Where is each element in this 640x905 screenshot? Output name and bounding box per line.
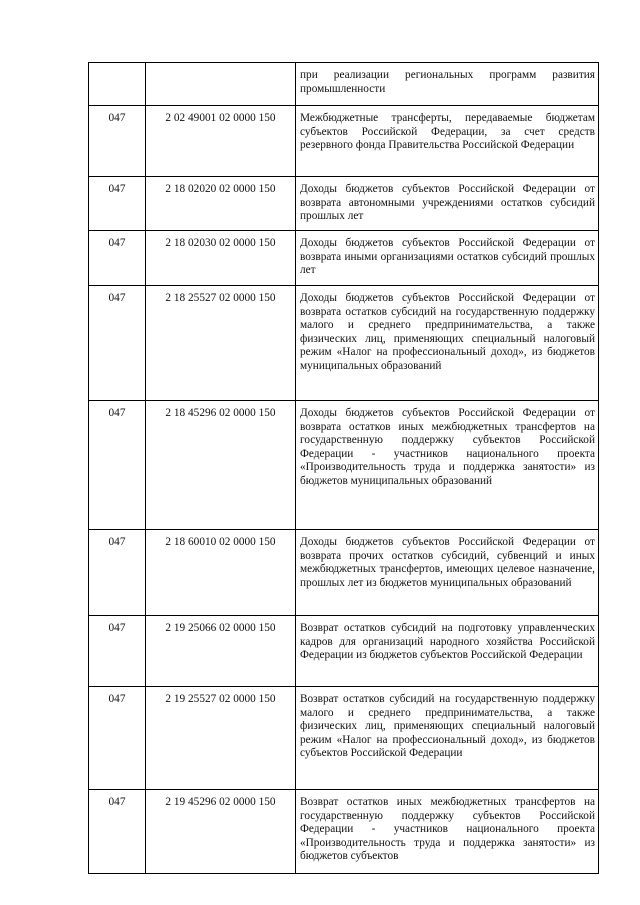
table-row [89,530,599,616]
description-cell: Возврат остатков субсидий на государственную поддержку малого и среднего предпринимательства, а также физических лиц, применяющих специальный налоговый режим «Налог на профессиональный доход», из бюджетов субъектов Российской Федерации [296,687,599,790]
table-body [89,63,599,874]
table-row [89,106,599,177]
table-row [89,286,599,401]
admin-code-cell: 047 [89,286,146,401]
admin-code-cell: 047 [89,106,146,177]
table-row [89,231,599,286]
admin-code-cell: 047 [89,401,146,530]
admin-code-cell: 047 [89,177,146,231]
description-cell: Межбюджетные трансферты, передаваемые бюджетам субъектов Российской Федерации, за счет средств резервного фонда Правительства Российской Федерации [296,106,599,177]
description-cell: Возврат остатков субсидий на подготовку управленческих кадров для организаций народного хозяйства Российской Федерации из бюджетов субъектов Российской Федерации [296,616,599,687]
budget-code-cell: 2 18 45296 02 0000 150 [146,401,296,530]
admin-code-cell [89,63,146,106]
budget-code-cell: 2 19 45296 02 0000 150 [146,790,296,874]
description-cell: Доходы бюджетов субъектов Российской Федерации от возврата остатков субсидий на государственную поддержку малого и среднего предпринимательства, а также физических лиц, применяющих специальный налоговый режим «Налог на профессиональный доход», из бюджетов муниципальных образований [296,286,599,401]
admin-code-cell: 047 [89,530,146,616]
admin-code-cell: 047 [89,231,146,286]
admin-code-cell: 047 [89,790,146,874]
description-cell: Возврат остатков иных межбюджетных трансфертов на государственную поддержку субъектов Российской Федерации - участников национального проекта «Производительность труда и поддержка занятости» из бюджетов субъектов [296,790,599,874]
budget-code-cell [146,63,296,106]
budget-code-table [88,62,599,874]
table-row [89,687,599,790]
budget-code-cell: 2 02 49001 02 0000 150 [146,106,296,177]
budget-code-cell: 2 18 25527 02 0000 150 [146,286,296,401]
budget-code-cell: 2 18 60010 02 0000 150 [146,530,296,616]
description-cell: Доходы бюджетов субъектов Российской Федерации от возврата автономными учреждениями остатков субсидий прошлых лет [296,177,599,231]
budget-code-cell: 2 18 02020 02 0000 150 [146,177,296,231]
budget-code-cell: 2 19 25527 02 0000 150 [146,687,296,790]
description-cell: Доходы бюджетов субъектов Российской Федерации от возврата остатков иных межбюджетных трансфертов на государственную поддержку субъектов Российской Федерации - участников национального проекта «Производительность труда и поддержка занятости» из бюджетов муниципальных образований [296,401,599,530]
budget-code-cell: 2 19 25066 02 0000 150 [146,616,296,687]
table-row [89,177,599,231]
admin-code-cell: 047 [89,616,146,687]
description-cell: Доходы бюджетов субъектов Российской Федерации от возврата прочих остатков субсидий, субвенций и иных межбюджетных трансфертов, имеющих целевое назначение, прошлых лет из бюджетов муниципальных образований [296,530,599,616]
table-row [89,63,599,106]
table-row [89,790,599,874]
description-cell: Доходы бюджетов субъектов Российской Федерации от возврата иными организациями остатков субсидий прошлых лет [296,231,599,286]
table-row [89,401,599,530]
description-cell: при реализации региональных программ развития промышленности [296,63,599,106]
admin-code-cell: 047 [89,687,146,790]
budget-code-cell: 2 18 02030 02 0000 150 [146,231,296,286]
table-row [89,616,599,687]
